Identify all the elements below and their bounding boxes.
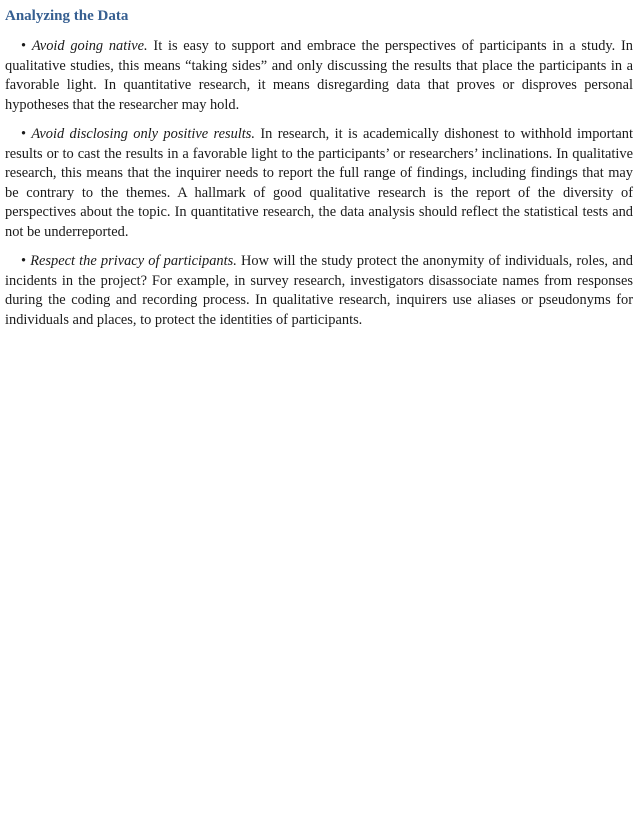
bullet-marker: •	[21, 38, 27, 54]
item-body-text: How will the study protect the anonymity of individuals, roles, and incidents in the project? For example, in survey research, investigators disassociate names from responses during the coding and recording process. In qualitative research, inquirers use aliases or pseudonyms for individuals and places, to protect the identities of participants.	[5, 253, 633, 328]
paragraph-avoid-going-native	[5, 37, 633, 115]
paragraph-avoid-positive-results	[5, 125, 633, 242]
item-body-text: It is easy to support and embrace the perspectives of participants in a study. In qualitative studies, this means “taking sides” and only discussing the results that place the participants in a favorable light. In quantitative research, it means disregarding data that proves or disproves personal hypotheses that the researcher may hold.	[5, 38, 633, 113]
item-lead-italic: Avoid going native.	[31, 38, 148, 54]
item-body-text: In research, it is academically dishonest to withhold important results or to cast the results in a favorable light to the participants’ or researchers’ inclinations. In qualitative research, this means that the inquirer needs to report the full range of findings, including findings that may be contrary to the themes. A hallmark of good qualitative research is the report of the diversity of perspectives about the topic. In quantitative research, the data analysis should reflect the statistical tests and not be underreported.	[5, 126, 633, 240]
bullet-marker: •	[21, 126, 27, 142]
section-heading: Analyzing the Data	[5, 8, 129, 24]
item-lead-italic: Respect the privacy of participants.	[30, 253, 237, 269]
paragraph-respect-privacy	[5, 252, 633, 330]
item-lead-italic: Avoid disclosing only positive results.	[31, 126, 255, 142]
document-page	[5, 5, 633, 340]
bullet-marker: •	[21, 253, 27, 269]
